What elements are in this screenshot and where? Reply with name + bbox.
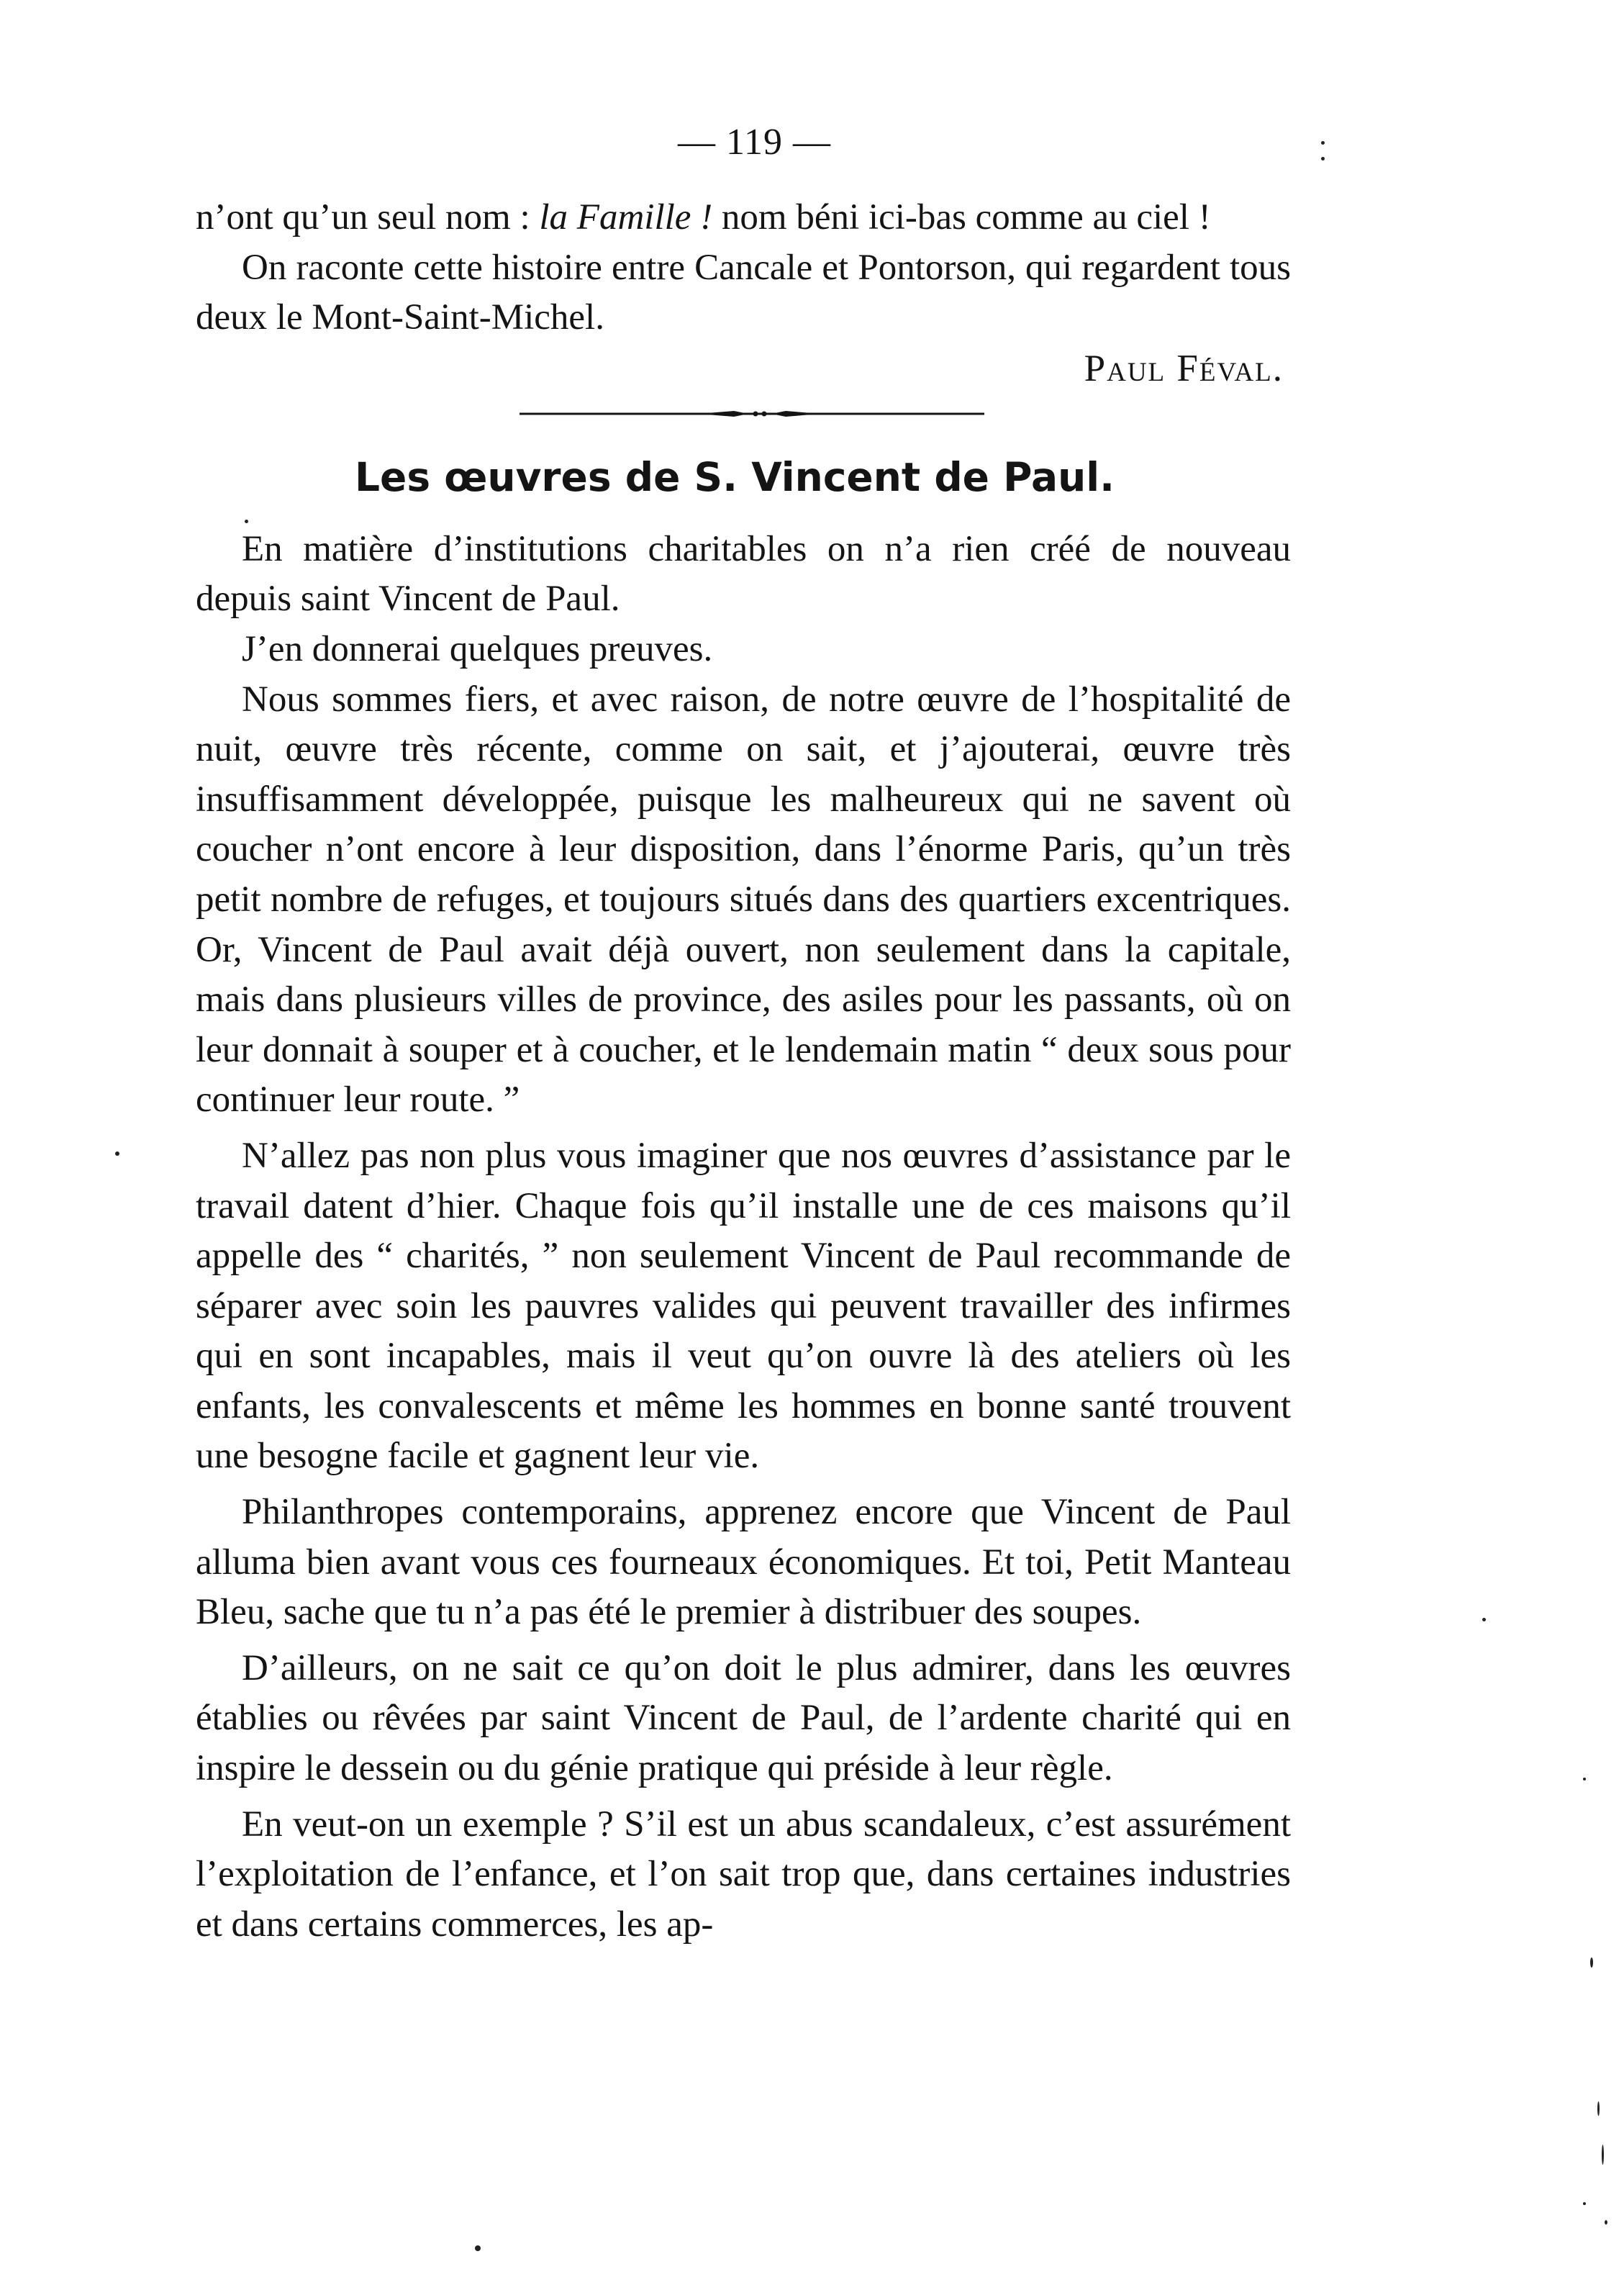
paragraph: D’ailleurs, on ne sait ce qu’on doit le plus admirer, dans les œuvres établies ou rêvées par saint Vincent de Paul, de l’ardente charité qui en inspire le dessein ou du génie pratique qui préside à leur règle. [196,1647,1291,1789]
page-number-text: — 119 — [677,122,832,163]
scan-speck [1321,157,1325,160]
scan-speck [1602,2145,1604,2165]
scan-speck [1590,1958,1593,1968]
scan-speck [1583,2202,1586,2205]
paragraph-closing [196,243,1291,343]
scan-speck [1605,2220,1607,2225]
paragraph: Nous sommes fiers, et avec raison, de notre œuvre de l’hospitalité de nuit, œuvre très récente, comme on sait, et j’ajouterai, œuvre très insuffisamment développée, puisque les malheureux qui ne savent où coucher n’ont encore à leur disposition, dans l’énorme Paris, qu’un très petit nombre de refuges, et toujours situés dans des quartiers excentriques. Or, Vincent de Paul avait déjà ouvert, non seulement dans la capitale, mais dans plusieurs villes de province, des asiles pour les passants, où on leur donnait à souper et à coucher, et le lendemain matin “ deux sous pour continuer leur route. ” [196,679,1291,1121]
scan-speck [1583,1778,1586,1780]
text-segment-italic: la Famille ! [539,197,713,237]
scan-speck [115,1151,119,1156]
text-segment: nom béni ici-bas comme au ciel ! [712,197,1211,237]
section-title: Les œuvres de S. Vincent de Paul. [355,453,1115,500]
page-number [0,121,1624,163]
paragraph: J’en donnerai quelques preuves. [242,628,713,669]
author-signature: Paul Féval. [1084,347,1284,389]
scan-speck [1597,2101,1600,2116]
divider-ornament [518,405,986,422]
scan-speck [1482,1618,1486,1621]
paragraph: En matière d’institutions charitables on n’a rien créé de nouveau depuis saint Vincent de Paul. [196,528,1291,620]
scan-speck [1321,141,1325,145]
text-segment: n’ont qu’un seul nom : [196,197,540,237]
paragraph: Philanthropes contemporains, apprenez encore que Vincent de Paul alluma bien avant vous ces fourneaux économiques. Et toi, Petit Manteau Bleu, sache que tu n’a pas été le premier à distribuer des soupes. [196,1492,1291,1633]
paragraph: N’allez pas non plus vous imaginer que nos œuvres d’assistance par le travail datent d’hier. Chaque fois qu’il installe une de ces maisons qu’il appelle des “ charités, ” non seulement Vincent de Paul recommande de séparer avec soin les pauvres valides qui peuvent travailler des infirmes qui en sont incapables, mais il veut qu’on ouvre là des ateliers où les enfants, les convalescents et même les hommes en bonne santé trouvent une besogne facile et gagnent leur vie. [196,1135,1291,1477]
section-divider [518,405,986,422]
text-segment: On raconte cette histoire entre Cancale et Pontorson, qui regardent tous deux le Mont-Saint-Michel. [196,247,1291,338]
text-column [196,193,1291,1950]
scan-speck [475,2245,481,2251]
scan-speck [245,520,248,523]
paragraph-continuation [196,193,1291,243]
paragraph: En veut-on un exemple ? S’il est un abus scandaleux, c’est assurément l’exploitation de l’enfance, et l’on sait trop que, dans certaines industries et dans certains commerces, les ap- [196,1804,1291,1945]
